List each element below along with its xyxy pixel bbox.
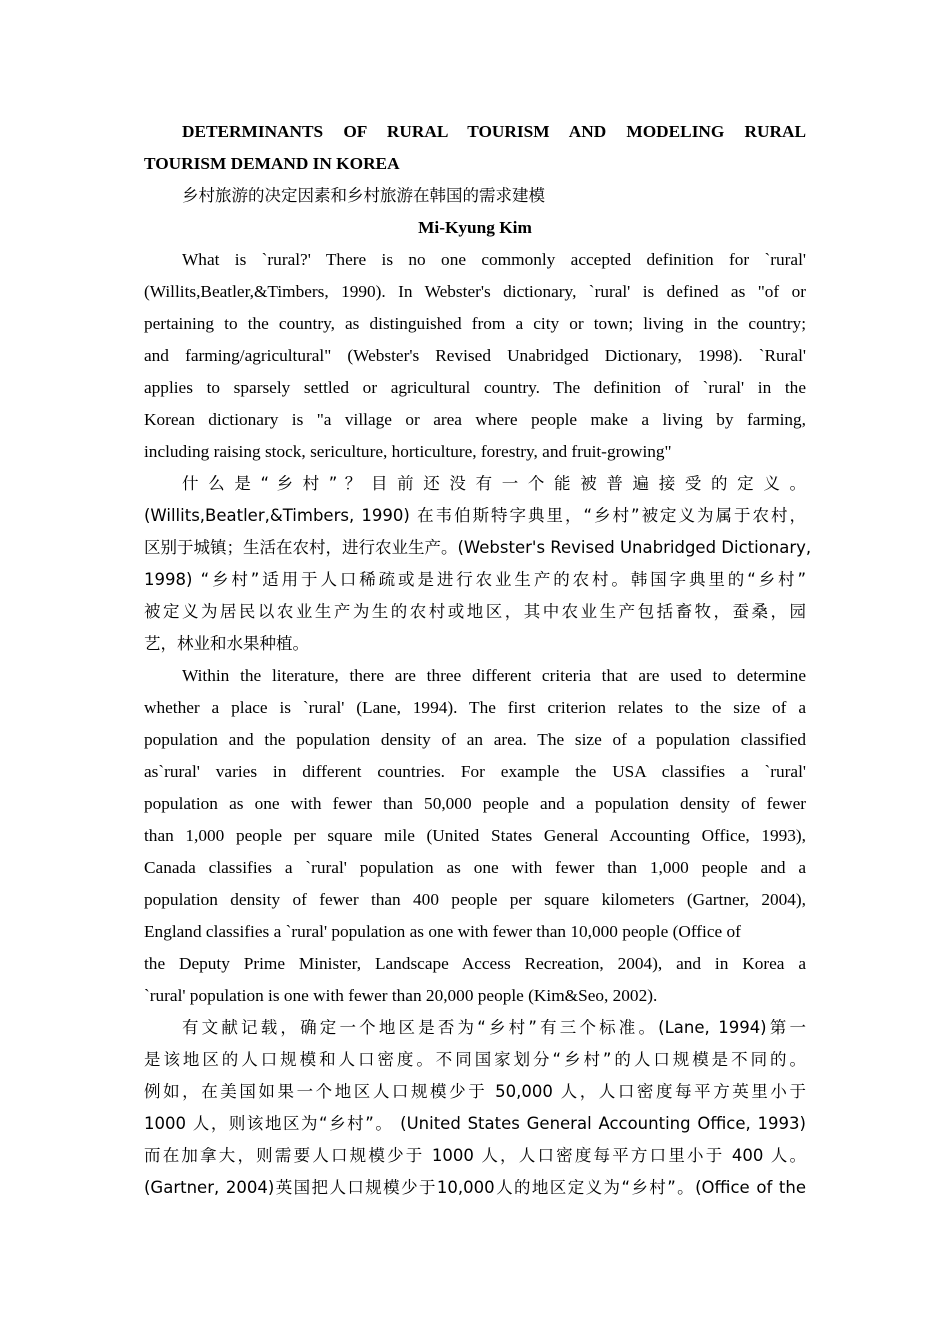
paragraph-line: than 1,000 people per square mile (United States General Accounting Office, 1993), — [144, 826, 806, 845]
paragraph-line: Canada classifies a `rural' population as one with fewer than 1,000 people and a — [144, 858, 806, 877]
author: Mi-Kyung Kim — [418, 218, 532, 237]
paragraph-line: whether a place is `rural' (Lane, 1994). The first criterion relates to the size of a — [144, 698, 806, 717]
title-en-line-2: TOURISM DEMAND IN KOREA — [144, 154, 400, 173]
paragraph-line: 被定义为居民以农业生产为生的农村或地区，其中农业生产包括畜牧，蚕桑，园 — [144, 602, 806, 621]
paragraph-line: population and the population density of an area. The size of a population classified — [144, 730, 806, 749]
paragraph-line: 有文献记载，确定一个地区是否为“乡村”有三个标准。(Lane, 1994)第一 — [182, 1018, 806, 1037]
paragraph-line: What is `rural?' There is no one commonly accepted definition for `rural' — [182, 250, 806, 269]
paragraph-line: England classifies a `rural' population as one with fewer than 10,000 people (Office of — [144, 922, 741, 941]
paragraph-line: (Willits,Beatler,&Timbers, 1990). In Webster's dictionary, `rural' is defined as "of or — [144, 282, 806, 301]
paragraph-line: and farming/agricultural" (Webster's Revised Unabridged Dictionary, 1998). `Rural' — [144, 346, 806, 365]
paragraph-line: 是该地区的人口规模和人口密度。不同国家划分“乡村”的人口规模是不同的。 — [144, 1050, 806, 1069]
paragraph-2-zh — [144, 1012, 806, 1204]
paragraph-line: 区别于城镇；生活在农村，进行农业生产。(Webster's Revised Unabridged Dictionary, — [144, 538, 812, 557]
paragraph-line: 1000 人，则该地区为“乡村”。 (United States General Accounting Office, 1993) — [144, 1114, 806, 1133]
paragraph-line: 而在加拿大，则需要人口规模少于 1000 人，人口密度每平方口里小于 400 人。 — [144, 1146, 806, 1165]
paragraph-line: 1998) “乡村”适用于人口稀疏或是进行农业生产的农村。韩国字典里的“乡村” — [144, 570, 806, 589]
paragraph-line: (Willits,Beatler,&Timbers, 1990) 在韦伯斯特字典里，“乡村”被定义为属于农村， — [144, 506, 806, 525]
paragraph-line: (Gartner, 2004)英国把人口规模少于10,000人的地区定义为“乡村”。(Office of the — [144, 1178, 806, 1197]
title-en-line-1: DETERMINANTS OF RURAL TOURISM AND MODELING RURAL — [182, 122, 806, 141]
paragraph-line: population as one with fewer than 50,000 people and a population density of fewer — [144, 794, 806, 813]
paragraph-line: 艺，林业和水果种植。 — [144, 634, 309, 653]
paragraph-line: pertaining to the country, as distinguished from a city or town; living in the country; — [144, 314, 806, 333]
paragraph-line: population density of fewer than 400 people per square kilometers (Gartner, 2004), — [144, 890, 806, 909]
paragraph-line: 什 么 是 “ 乡 村 ” ？ 目 前 还 没 有 一 个 能 被 普 遍 接 受 的 定 义 。 — [182, 474, 806, 493]
title-zh: 乡村旅游的决定因素和乡村旅游在韩国的需求建模 — [182, 186, 545, 205]
paragraph-line: Korean dictionary is "a village or area where people make a living by farming, — [144, 410, 806, 429]
paragraph-line: applies to sparsely settled or agricultural country. The definition of `rural' in the — [144, 378, 806, 397]
paragraph-2-en — [144, 660, 806, 1012]
document-page — [144, 116, 812, 1204]
paragraph-line: as`rural' varies in different countries. For example the USA classifies a `rural' — [144, 762, 806, 781]
paragraph-1-zh — [144, 468, 812, 660]
paragraph-line: Within the literature, there are three different criteria that are used to determine — [182, 666, 806, 685]
paragraph-line: the Deputy Prime Minister, Landscape Access Recreation, 2004), and in Korea a — [144, 954, 806, 973]
paragraph-line: `rural' population is one with fewer than 20,000 people (Kim&Seo, 2002). — [144, 986, 658, 1005]
paragraph-line: including raising stock, sericulture, horticulture, forestry, and fruit-growing" — [144, 442, 672, 461]
paragraph-1-en — [144, 244, 806, 468]
paragraph-line: 例如，在美国如果一个地区人口规模少于 50,000 人，人口密度每平方英里小于 — [144, 1082, 806, 1101]
